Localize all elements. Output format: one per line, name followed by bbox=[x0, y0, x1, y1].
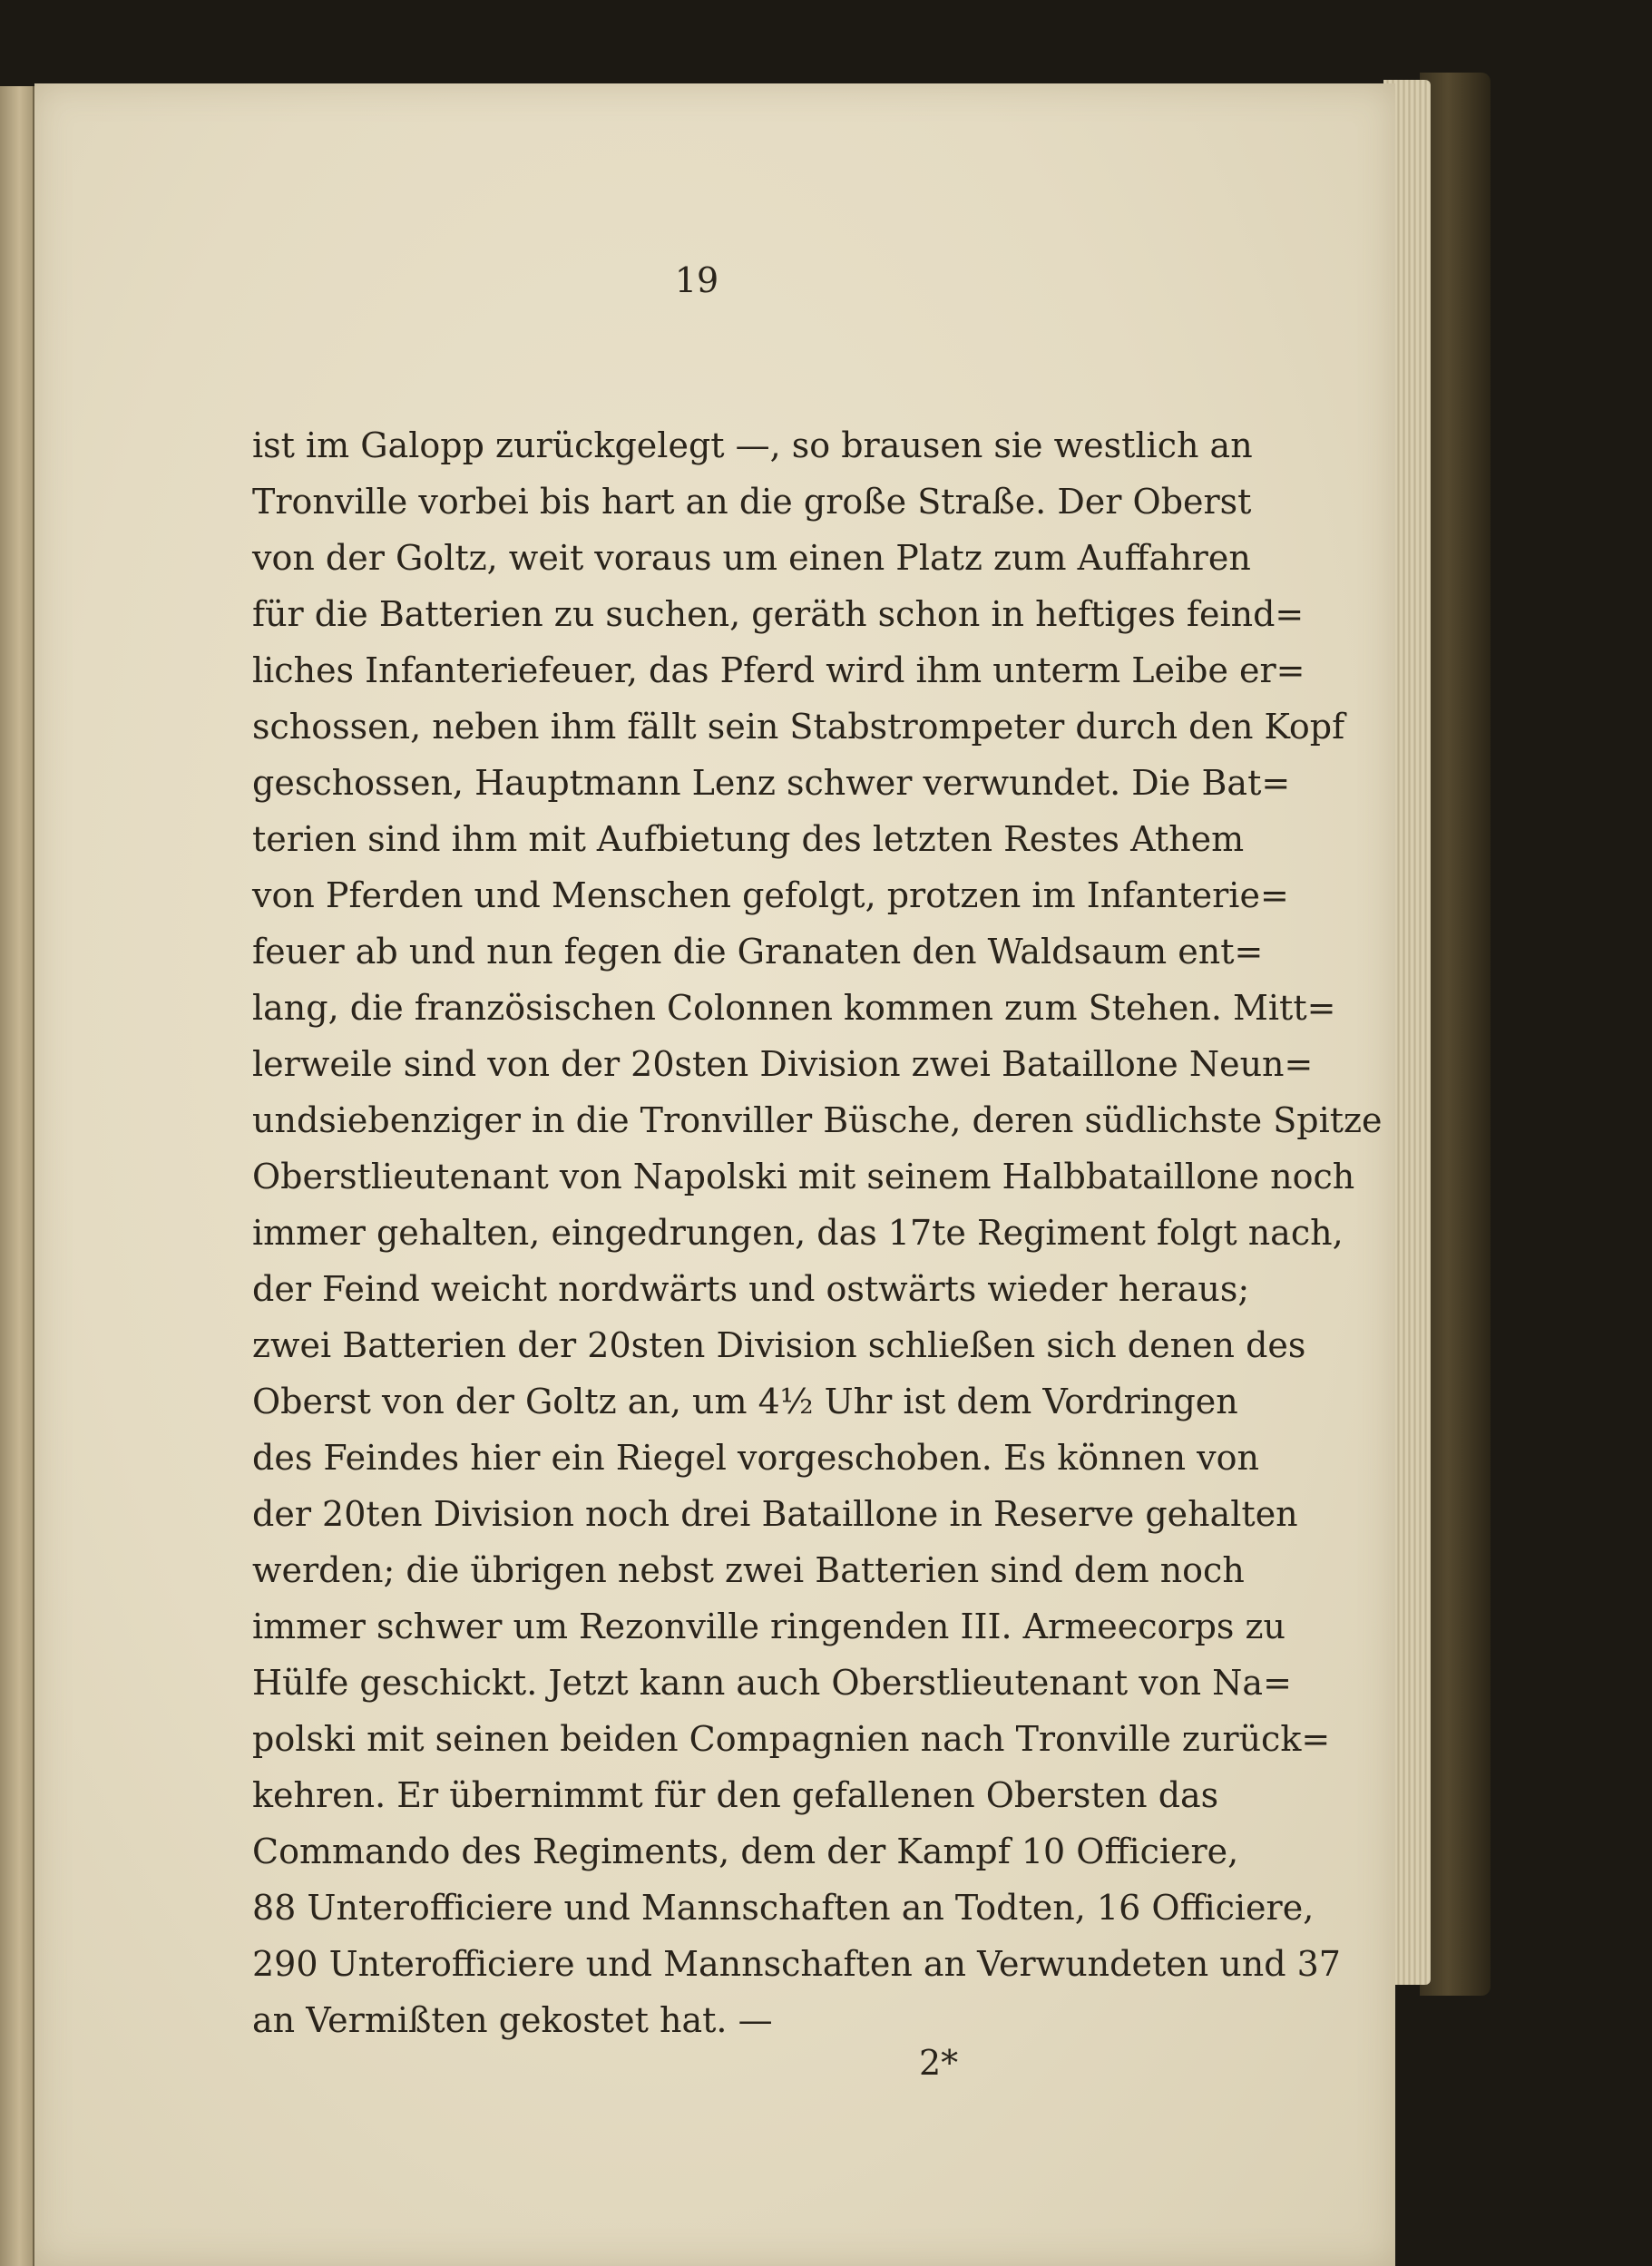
text-line: immer gehalten, eingedrungen, das 17te Regiment folgt nach, bbox=[252, 1213, 1344, 1253]
text-line: terien sind ihm mit Aufbietung des letzten Restes Athem bbox=[252, 819, 1245, 859]
book-spine bbox=[0, 86, 34, 2266]
text-line: feuer ab und nun fegen die Granaten den Waldsaum ent= bbox=[252, 932, 1264, 972]
text-line: für die Batterien zu suchen, geräth schon in heftiges feind= bbox=[252, 594, 1305, 634]
text-line: lang, die französischen Colonnen kommen zum Stehen. Mitt= bbox=[252, 988, 1336, 1028]
text-line: werden; die übrigen nebst zwei Batterien sind dem noch bbox=[252, 1550, 1245, 1590]
text-line: polski mit seinen beiden Compagnien nach Tronville zurück= bbox=[252, 1719, 1331, 1759]
text-line: von Pferden und Menschen gefolgt, protzen im Infanterie= bbox=[252, 875, 1289, 915]
text-line: der 20ten Division noch drei Bataillone in Reserve gehalten bbox=[252, 1494, 1298, 1534]
text-line: kehren. Er übernimmt für den gefallenen Obersten das bbox=[252, 1775, 1219, 1815]
text-line: liches Infanteriefeuer, das Pferd wird ihm unterm Leibe er= bbox=[252, 650, 1305, 690]
text-line: Hülfe geschickt. Jetzt kann auch Oberstlieutenant von Na= bbox=[252, 1663, 1292, 1703]
page-number: 19 bbox=[674, 260, 719, 300]
text-line: an Vermißten gekostet hat. — bbox=[252, 2000, 773, 2040]
text-line: zwei Batterien der 20sten Division schließen sich denen des bbox=[252, 1325, 1306, 1365]
text-line: von der Goltz, weit voraus um einen Platz zum Auffahren bbox=[252, 538, 1251, 578]
book-page bbox=[34, 83, 1395, 2266]
text-line: Oberstlieutenant von Napolski mit seinem Halbbataillone noch bbox=[252, 1157, 1355, 1196]
body-text bbox=[252, 417, 1383, 2048]
text-line: immer schwer um Rezonville ringenden III. Armeecorps zu bbox=[252, 1607, 1285, 1646]
signature-mark: 2* bbox=[919, 2043, 959, 2083]
text-line: 290 Unterofficiere und Mannschaften an Verwundeten und 37 bbox=[252, 1944, 1341, 1984]
text-line: ist im Galopp zurückgelegt —, so brausen sie westlich an bbox=[252, 425, 1253, 465]
text-line: Oberst von der Goltz an, um 4½ Uhr ist dem Vordringen bbox=[252, 1382, 1238, 1421]
text-line: Commando des Regiments, dem der Kampf 10 Officiere, bbox=[252, 1831, 1239, 1871]
text-line: geschossen, Hauptmann Lenz schwer verwundet. Die Bat= bbox=[252, 763, 1291, 803]
text-line: 88 Unterofficiere und Mannschaften an Todten, 16 Officiere, bbox=[252, 1888, 1315, 1928]
text-line: lerweile sind von der 20sten Division zwei Bataillone Neun= bbox=[252, 1044, 1314, 1084]
text-line: der Feind weicht nordwärts und ostwärts wieder heraus; bbox=[252, 1269, 1250, 1309]
text-line: undsiebenziger in die Tronviller Büsche, deren südlichste Spitze bbox=[252, 1100, 1383, 1140]
text-line: Tronville vorbei bis hart an die große Straße. Der Oberst bbox=[252, 482, 1252, 522]
text-line: des Feindes hier ein Riegel vorgeschoben. Es können von bbox=[252, 1438, 1259, 1478]
text-line: schossen, neben ihm fällt sein Stabstrompeter durch den Kopf bbox=[252, 707, 1345, 747]
